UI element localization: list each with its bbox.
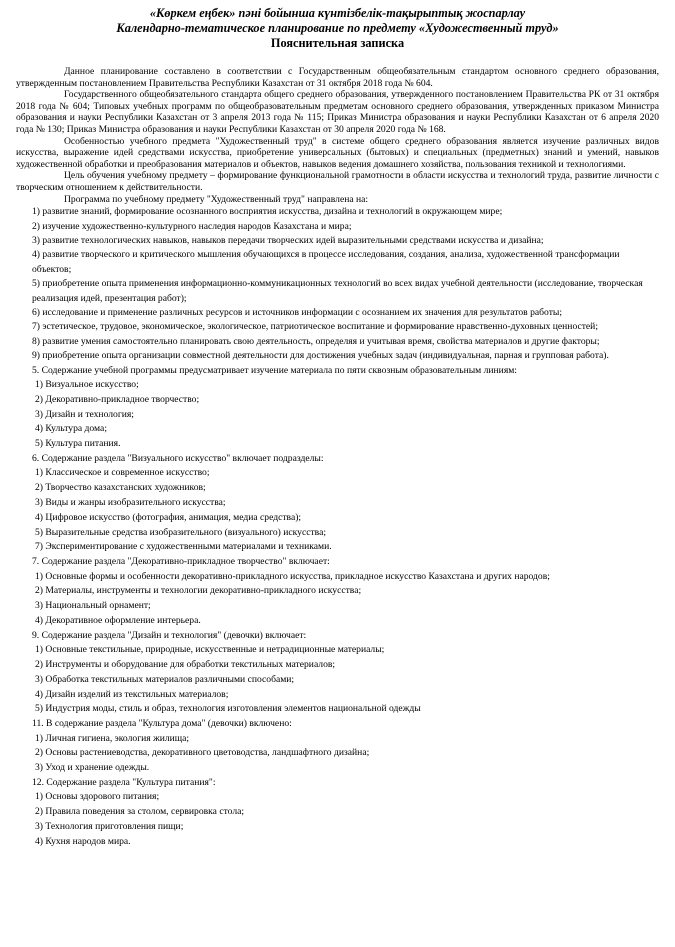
section xyxy=(16,364,659,452)
list-item: 2) Инструменты и оборудование для обработки текстильных материалов; xyxy=(35,658,336,670)
list-item: 4) Цифровое искусство (фотография, анимация, медиа средства); xyxy=(35,511,302,523)
list-item: 2) Основы растениеводства, декоративного цветоводства, ландшафтного дизайна; xyxy=(35,747,370,759)
list-item: 3) Виды и жанры изобразительного искусства; xyxy=(35,496,226,508)
list-item: 2) Творчество казахстанских художников; xyxy=(35,482,206,494)
list-item: 2) Декоративно-прикладное творчество; xyxy=(35,393,200,405)
list-item: 3) Национальный орнамент; xyxy=(35,600,151,612)
section xyxy=(16,555,659,629)
list-item: 4) развитие творческого и критического мышления обучающихся в процессе исследования, создания, анализа, художественной трансформации объектов; xyxy=(32,249,620,275)
list-item: 1) Личная гигиена, экология жилища; xyxy=(35,732,190,744)
list-item: 7) эстетическое, трудовое, экономическое, экологическое, патриотическое воспитание и формирование нравственно-духовных ценностей; xyxy=(32,321,598,333)
list-item: 4) Культура дома; xyxy=(35,423,107,435)
section-heading: 12. Содержание раздела "Культура питания": xyxy=(32,776,216,788)
list-item: 2) изучение художественно-культурного наследия народов Казахстана и мира; xyxy=(32,220,352,232)
goals-list xyxy=(16,205,659,363)
list-item: 6) исследование и применение различных ресурсов и источников информации с осознанием их значения для результатов работы; xyxy=(32,306,563,318)
list-item: 4) Дизайн изделий из текстильных материалов; xyxy=(35,688,229,700)
list-item: 2) Правила поведения за столом, сервировка стола; xyxy=(35,806,245,818)
list-item: 3) Уход и хранение одежды. xyxy=(35,762,150,774)
section-heading: 9. Содержание раздела "Дизайн и технология" (девочки) включает: xyxy=(32,629,307,641)
list-item: 2) Материалы, инструменты и технологии декоративно-прикладного искусства; xyxy=(35,585,362,597)
list-item: 5) приобретение опыта применения информационно-коммуникационных технологий во всех видах учебной деятельности (исследование, творческая реализация идей, презентация работ); xyxy=(32,278,643,304)
list-item: 5) Выразительные средства изобразительного (визуального) искусства; xyxy=(35,526,326,538)
document-subtitle: Пояснительная записка xyxy=(270,36,405,50)
list-item: 5) Индустрия моды, стиль и образ, технология изготовления элементов национальной одежды xyxy=(35,703,421,715)
paragraph: Цель обучения учебному предмету – формирование функциональной грамотности в области искусства и технологий труда, развитие личности с творческим отношением к действительности. xyxy=(16,170,659,193)
section-heading: 11. В содержание раздела "Культура дома" (девочки) включено: xyxy=(32,718,292,730)
list-item: 7) Экспериментирование с художественными материалами и техниками. xyxy=(35,541,332,553)
list-item: 3) Обработка текстильных материалов различными способами; xyxy=(35,673,295,685)
list-item: 3) развитие технологических навыков, навыков передачи творческих идей выразительными средствами искусства и дизайна; xyxy=(32,234,544,246)
list-item: 3) Технология приготовления пищи; xyxy=(35,820,184,832)
list-item: 3) Дизайн и технология; xyxy=(35,408,134,420)
section-heading: 5. Содержание учебной программы предусматривает изучение материала по пяти сквозным образовательным линиям: xyxy=(32,364,517,376)
section xyxy=(16,717,659,776)
document-title-russian: Календарно-тематическое планирование по предмету «Художественный труд» xyxy=(116,21,559,35)
document-title-kazakh: «Көркем еңбек» пәні бойынша күнтізбелік-тақырыптық жоспарлау xyxy=(149,6,526,20)
list-item: 8) развитие умения самостоятельно планировать свою деятельность, определяя и учитывая время, свойства материалов и другие факторы; xyxy=(32,335,600,347)
section-heading: 6. Содержание раздела "Визуального искусство" включает подразделы: xyxy=(32,452,324,464)
section xyxy=(16,452,659,555)
list-item: 1) Классическое и современное искусство; xyxy=(35,467,210,479)
list-item: 1) Основные текстильные, природные, искусственные и нетрадиционные материалы; xyxy=(35,644,385,656)
list-item: 1) Визуальное искусство; xyxy=(35,379,139,390)
list-item: 5) Культура питания. xyxy=(35,438,121,450)
section xyxy=(16,776,659,850)
paragraph: Государственного общеобязательного стандарта общего среднего образования, утвержденного постановлением Правительства РК от 31 октября 2018 года № 604; Типовых учебных программ по общеобразовательным предметам основного среднего образования, утвержденных приказом Министра образования и науки Республики Казахстан от 3 апреля 2013 года № 115; Приказ Министра образования и науки Республики Казахстан от 6 апреля 2020 года № 130; Приказ Министра образования и науки Республики Казахстан от 30 апреля 2020 года № 168. xyxy=(16,89,659,135)
list-item: 1) Основные формы и особенности декоративно-прикладного искусства, прикладное искусство Казахстана и других народов; xyxy=(35,570,550,582)
paragraph: Программа по учебному предмету "Художественный труд" направлена на: xyxy=(64,193,369,205)
section-heading: 7. Содержание раздела "Декоративно-прикладное творчество" включает: xyxy=(32,556,330,568)
list-item: 1) развитие знаний, формирование осознанного восприятия искусства, дизайна и технологий в окружающем мире; xyxy=(32,206,503,218)
list-item: 9) приобретение опыта организации совместной деятельности для достижения учебных задач (индивидуальная, парная и групповая работа). xyxy=(32,350,609,362)
list-item: 1) Основы здорового питания; xyxy=(35,791,160,803)
paragraph: Особенностью учебного предмета "Художественный труд" в системе общего среднего образования является изучение различных видов искусства, выражение идей средствами искусства, приобретение универсальных (бытовых) и специальных (предметных) знаний и умений, навыков художественной обработки и преобразования материалов и объектов, навыков ведения домашнего хозяйства, пользования техникой и технологиями. xyxy=(16,135,659,170)
section xyxy=(16,629,659,717)
paragraph: Данное планирование составлено в соответствии с Государственным общеобязательным стандартом основного среднего образования, утвержденным постановлением Правительства Республики Казахстан от 31 октября 2018 года № 604. xyxy=(16,66,659,89)
list-item: 4) Декоративное оформление интерьера. xyxy=(35,614,201,626)
list-item: 4) Кухня народов мира. xyxy=(35,835,131,847)
